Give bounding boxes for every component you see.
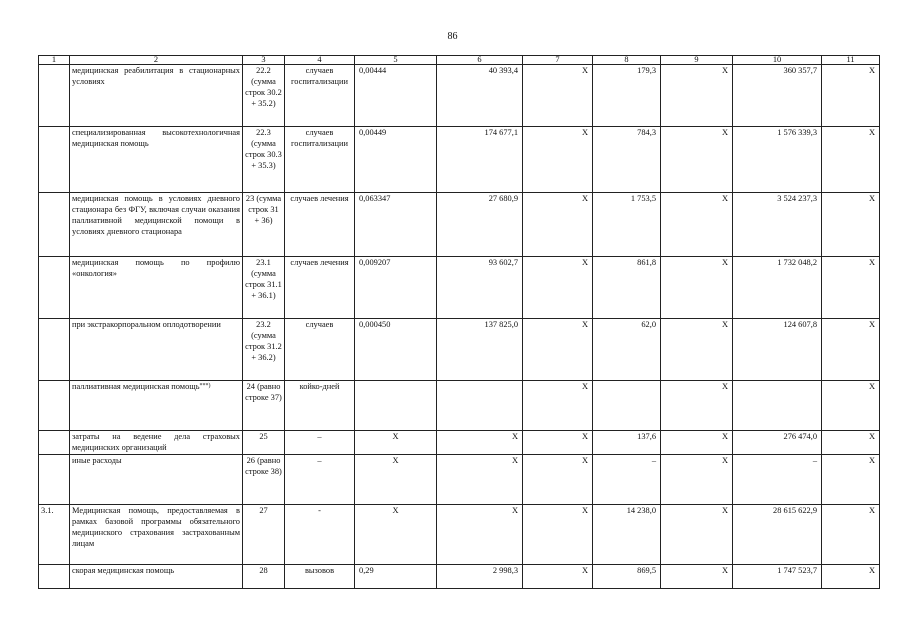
row-unit: – — [285, 455, 355, 505]
row-norm-volume: 0,063347 — [355, 193, 437, 257]
row-description: медицинская реабилитация в стационарных условиях — [70, 65, 243, 127]
row-per-capita: 861,8 — [593, 257, 661, 319]
row-per-capita: 179,3 — [593, 65, 661, 127]
row-total-cost: 124 607,8 — [733, 319, 822, 381]
row-norm-volume: 0,000450 — [355, 319, 437, 381]
column-number: 3 — [243, 56, 285, 65]
table-row — [39, 455, 880, 505]
column-number: 11 — [822, 56, 880, 65]
row-line-number: 23 (сумма строк 31 + 36) — [243, 193, 285, 257]
column-number: 2 — [70, 56, 243, 65]
row-section — [39, 127, 70, 193]
row-per-capita: 784,3 — [593, 127, 661, 193]
row-col11: X — [822, 319, 880, 381]
row-col9: X — [661, 193, 733, 257]
row-norm-volume: 0,29 — [355, 565, 437, 589]
row-norm-cost: 93 602,7 — [437, 257, 523, 319]
row-total-cost: 28 615 622,9 — [733, 505, 822, 565]
row-col9: X — [661, 127, 733, 193]
row-norm-volume: 0,009207 — [355, 257, 437, 319]
row-line-number: 22.3 (сумма строк 30.3 + 35.3) — [243, 127, 285, 193]
row-per-capita: 62,0 — [593, 319, 661, 381]
row-col11: X — [822, 65, 880, 127]
row-col9: X — [661, 319, 733, 381]
row-per-capita: – — [593, 455, 661, 505]
row-total-cost: 276 474,0 — [733, 431, 822, 455]
column-number: 5 — [355, 56, 437, 65]
row-per-capita — [593, 381, 661, 431]
row-section — [39, 455, 70, 505]
row-col9: X — [661, 565, 733, 589]
column-number: 7 — [523, 56, 593, 65]
column-number-row — [39, 56, 880, 65]
row-description: медицинская помощь по профилю «онкология» — [70, 257, 243, 319]
row-col11: X — [822, 257, 880, 319]
row-per-capita: 137,6 — [593, 431, 661, 455]
column-number: 8 — [593, 56, 661, 65]
row-norm-cost: X — [437, 505, 523, 565]
row-section — [39, 319, 70, 381]
row-section — [39, 431, 70, 455]
row-section — [39, 257, 70, 319]
row-norm-volume: X — [355, 455, 437, 505]
row-description-text: паллиативная медицинская помощь — [72, 382, 200, 391]
column-number: 6 — [437, 56, 523, 65]
row-norm-volume: 0,00449 — [355, 127, 437, 193]
row-line-number: 25 — [243, 431, 285, 455]
row-section — [39, 381, 70, 431]
row-col7: X — [523, 455, 593, 505]
row-line-number: 23.1 (сумма строк 31.1 + 36.1) — [243, 257, 285, 319]
row-col11: X — [822, 431, 880, 455]
row-unit: койко-дней — [285, 381, 355, 431]
row-col7: X — [523, 319, 593, 381]
row-section: 3.1. — [39, 505, 70, 565]
row-col11: X — [822, 127, 880, 193]
row-unit: случаев госпитализации — [285, 65, 355, 127]
row-line-number: 23.2 (сумма строк 31.2 + 36.2) — [243, 319, 285, 381]
row-norm-cost: 27 680,9 — [437, 193, 523, 257]
table-row — [39, 193, 880, 257]
row-col9: X — [661, 381, 733, 431]
row-col11: X — [822, 381, 880, 431]
row-description: Медицинская помощь, предоставляемая в рамках базовой программы обязательного медицинского страхования застрахованным лицам — [70, 505, 243, 565]
row-col9: X — [661, 257, 733, 319]
row-total-cost: 1 576 339,3 — [733, 127, 822, 193]
row-col11: X — [822, 193, 880, 257]
row-total-cost: 3 524 237,3 — [733, 193, 822, 257]
row-line-number: 24 (равно строке 37) — [243, 381, 285, 431]
row-description: медицинская помощь в условиях дневного стационара без ФГУ, включая случаи оказания паллиативной медицинской помощи в условиях дневного стационара — [70, 193, 243, 257]
row-description: затраты на ведение дела страховых медицинских организаций — [70, 431, 243, 455]
row-col7: X — [523, 565, 593, 589]
column-number: 9 — [661, 56, 733, 65]
row-section — [39, 193, 70, 257]
row-col11: X — [822, 505, 880, 565]
row-col9: X — [661, 505, 733, 565]
row-norm-volume: 0,00444 — [355, 65, 437, 127]
table-row — [39, 257, 880, 319]
row-col7: X — [523, 257, 593, 319]
row-col7: X — [523, 505, 593, 565]
footnote-marker: ***) — [199, 383, 211, 389]
row-description: скорая медицинская помощь — [70, 565, 243, 589]
row-unit: - — [285, 505, 355, 565]
row-col9: X — [661, 65, 733, 127]
row-col7: X — [523, 127, 593, 193]
row-col9: X — [661, 431, 733, 455]
row-norm-cost — [437, 381, 523, 431]
row-total-cost: 1 732 048,2 — [733, 257, 822, 319]
row-unit: случаев лечения — [285, 193, 355, 257]
table-row — [39, 65, 880, 127]
row-description: специализированная высокотехнологичная медицинская помощь — [70, 127, 243, 193]
column-number: 10 — [733, 56, 822, 65]
table-row — [39, 431, 880, 455]
row-col7: X — [523, 65, 593, 127]
row-line-number: 22.2 (сумма строк 30.2 + 35.2) — [243, 65, 285, 127]
row-per-capita: 14 238,0 — [593, 505, 661, 565]
row-col7: X — [523, 381, 593, 431]
row-norm-volume: X — [355, 431, 437, 455]
table-row — [39, 127, 880, 193]
row-per-capita: 869,5 — [593, 565, 661, 589]
row-description: иные расходы — [70, 455, 243, 505]
row-col11: X — [822, 565, 880, 589]
row-unit: вызовов — [285, 565, 355, 589]
page-number: 86 — [447, 31, 458, 42]
row-total-cost: 1 747 523,7 — [733, 565, 822, 589]
row-col9: X — [661, 455, 733, 505]
row-total-cost: – — [733, 455, 822, 505]
table-row — [39, 319, 880, 381]
data-table — [38, 55, 880, 589]
row-norm-cost: 137 825,0 — [437, 319, 523, 381]
row-norm-cost: X — [437, 455, 523, 505]
row-description — [70, 381, 243, 431]
row-unit: случаев госпитализации — [285, 127, 355, 193]
column-number: 1 — [39, 56, 70, 65]
row-norm-cost: 174 677,1 — [437, 127, 523, 193]
table-row — [39, 381, 880, 431]
row-norm-volume: X — [355, 505, 437, 565]
row-per-capita: 1 753,5 — [593, 193, 661, 257]
row-unit: случаев лечения — [285, 257, 355, 319]
row-line-number: 26 (равно строке 38) — [243, 455, 285, 505]
row-norm-cost: 2 998,3 — [437, 565, 523, 589]
row-section — [39, 565, 70, 589]
row-col7: X — [523, 431, 593, 455]
row-line-number: 28 — [243, 565, 285, 589]
row-norm-volume — [355, 381, 437, 431]
row-col7: X — [523, 193, 593, 257]
row-unit: случаев — [285, 319, 355, 381]
table-row — [39, 565, 880, 589]
table-row — [39, 505, 880, 565]
row-norm-cost: 40 393,4 — [437, 65, 523, 127]
row-col11: X — [822, 455, 880, 505]
column-number: 4 — [285, 56, 355, 65]
row-total-cost — [733, 381, 822, 431]
row-line-number: 27 — [243, 505, 285, 565]
row-section — [39, 65, 70, 127]
row-total-cost: 360 357,7 — [733, 65, 822, 127]
row-unit: – — [285, 431, 355, 455]
row-norm-cost: X — [437, 431, 523, 455]
row-description: при экстракорпоральном оплодотворении — [70, 319, 243, 381]
